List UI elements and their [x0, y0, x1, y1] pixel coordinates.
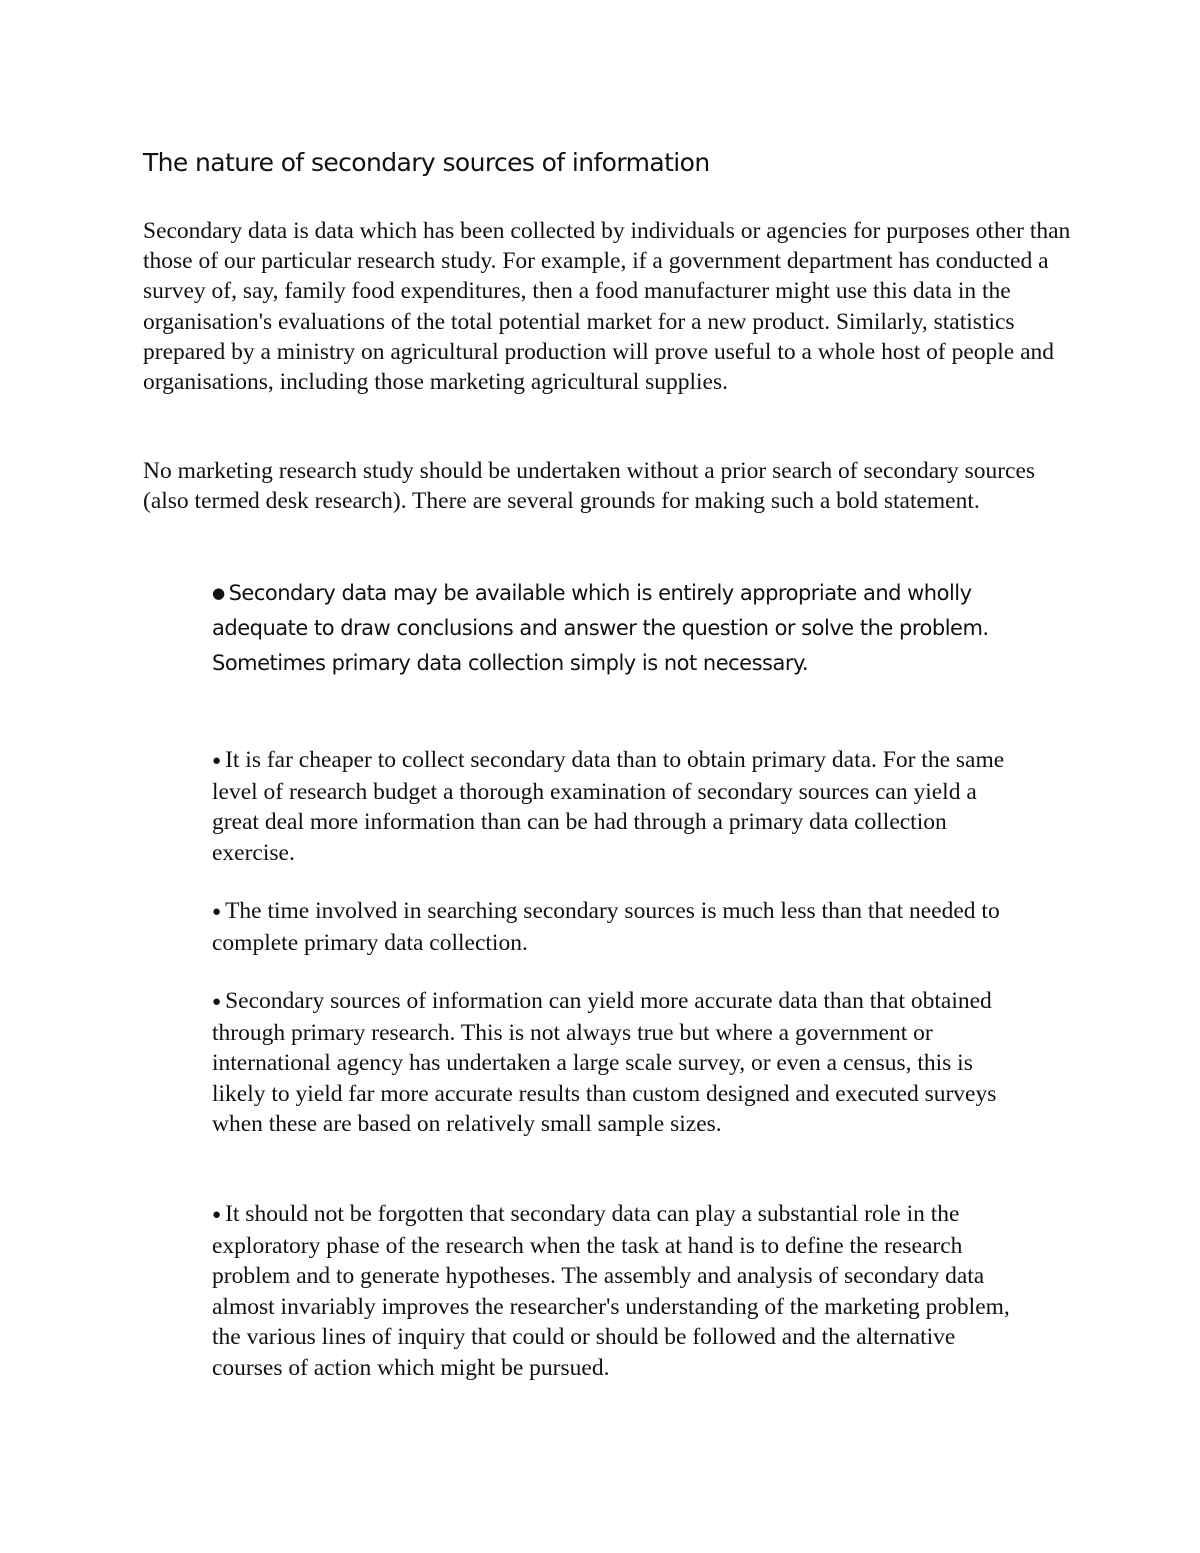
- bullet-text: It is far cheaper to collect secondary data than to obtain primary data. For the same level of research budget a thorough examination of secondary sources can yield a great deal more information than can be had through a primary data collection exercise.: [212, 747, 1005, 866]
- bullet-dot-icon: ●: [212, 584, 225, 602]
- intro-paragraph: Secondary data is data which has been collected by individuals or agencies for purposes other than those of our particular research study. For example, if a government department has conducted a survey of, say, family food expenditures, then a food manufacturer might use this data in the organisation's evaluations of the total potential market for a new product. Similarly, statistics prepared by a ministry on agricultural production will prove useful to a whole host of people and organisations, including those marketing agricultural supplies.: [143, 218, 1071, 396]
- bullet-item-exploratory: [212, 1199, 1012, 1383]
- bullet-text: Secondary data may be available which is entirely appropriate and wholly adequate to draw conclusions and answer the question or solve the problem. Sometimes primary data collection simply is not necessary.: [212, 581, 989, 675]
- bullet-dot-icon: ●: [212, 753, 222, 769]
- bullet-dot-icon: ●: [212, 904, 222, 920]
- document-title: The nature of secondary sources of information: [143, 148, 710, 177]
- bullet-item-availability: [212, 576, 1002, 681]
- grounds-paragraph: No marketing research study should be undertaken without a prior search of secondary sources (also termed desk research). There are several grounds for making such a bold statement.: [143, 458, 1036, 515]
- bullet-item-cost: [212, 745, 1012, 868]
- bullet-dot-icon: ●: [212, 1207, 222, 1223]
- bullet-dot-icon: ●: [212, 994, 222, 1010]
- bullet-text: The time involved in searching secondary sources is much less than that needed to complete primary data collection.: [212, 898, 1000, 956]
- bullet-item-time: [212, 896, 1012, 958]
- bullet-item-accuracy: [212, 986, 1012, 1140]
- bullet-text: It should not be forgotten that secondary data can play a substantial role in the exploratory phase of the research when the task at hand is to define the research problem and to generate hypotheses. The assembly and analysis of secondary data almost invariably improves the researcher's understanding of the marketing problem, the various lines of inquiry that could or should be followed and the alternative courses of action which might be pursued.: [212, 1201, 1010, 1381]
- bullet-text: Secondary sources of information can yield more accurate data than that obtained through primary research. This is not always true but where a government or international agency has undertaken a large scale survey, or even a census, this is likely to yield far more accurate results than custom designed and executed surveys when these are based on relatively small sample sizes.: [212, 988, 997, 1137]
